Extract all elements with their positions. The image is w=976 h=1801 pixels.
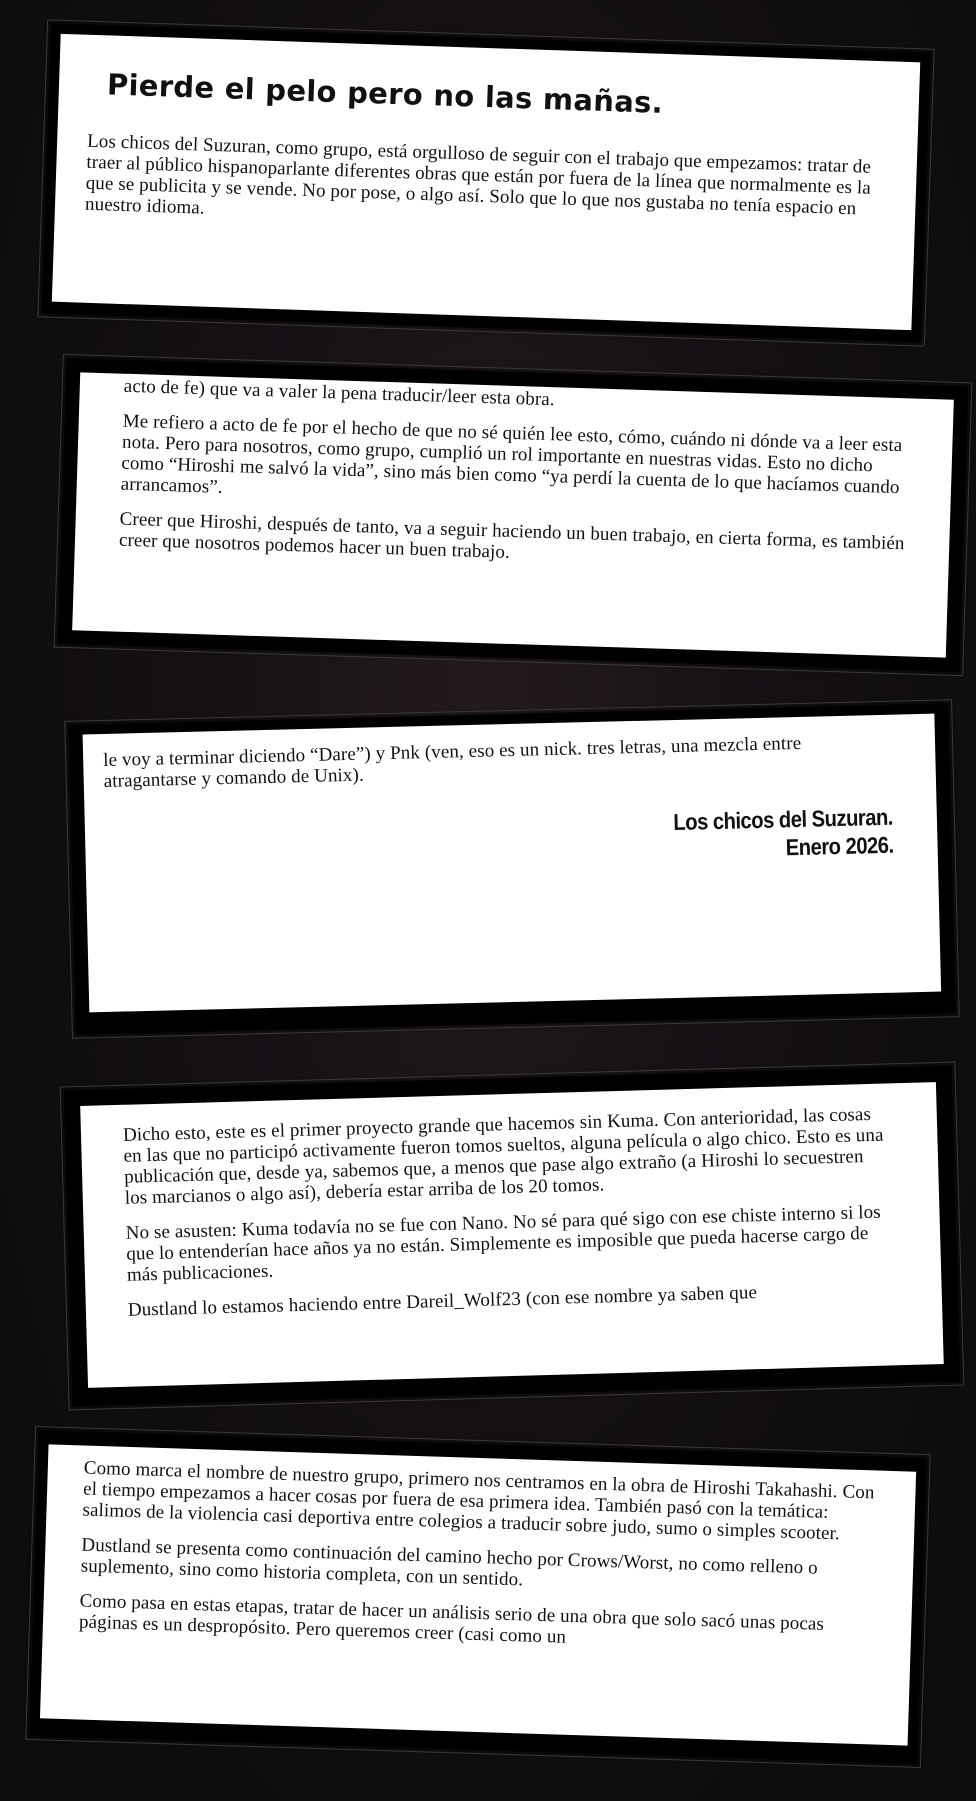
note-paragraph: Dicho esto, este es el primer proyecto grande que hacemos sin Kuma. Con anterioridad, las cosas en las que no participó activamente fueron tomos sueltos, alguna película o algo chico. Esto es una publicación que, desde ya, sabemos que, a menos que pase algo extraño (a Hiroshi lo secuestren los marcianos o algo así), debería estar arriba de los 20 tomos.	[122, 1103, 884, 1209]
note-paragraph: Dustland lo estamos haciendo entre Dareil_Wolf23 (con ese nombre ya saben que	[127, 1282, 758, 1321]
panel-1-paper	[52, 34, 920, 330]
panel-4-paper	[80, 1082, 944, 1388]
note-panel-5	[29, 1430, 926, 1764]
note-panel-3	[68, 703, 955, 1034]
panel-2-paper	[72, 372, 954, 657]
note-panel-2	[58, 358, 969, 672]
note-paragraph: Creer que Hiroshi, después de tanto, va a seguir haciendo un buen trabajo, en cierta forma, es también creer que nosotros podemos hacer un buen trabajo.	[118, 508, 905, 563]
note-paragraph: Dustland se presenta como continuación del camino hecho por Crows/Worst, no como relleno o suplemento, sino como historia completa, con un sentido.	[80, 1534, 819, 1591]
note-paragraph: Me refiero a acto de fe por el hecho de que no sé quién lee esto, cómo, cuándo ni dónde va a leer esta nota. Pero para nosotros, como grupo, cumplió un rol importante en nuestras vidas. Esto no dicho como “Hiroshi me salvó la vida”, sino más bien como “ya perdí la cuenta de lo que hacíamos cuando arrancamos”.	[120, 410, 903, 499]
signature-date: Enero 2026.	[785, 831, 894, 861]
note-panel-1	[41, 23, 930, 342]
note-paragraph: No se asusten: Kuma todavía no se fue con Nano. No sé para qué sigo con ese chiste interno si los que lo entenderían hace años ya no están. Simplemente es imposible que pueda hacerse cargo de más publicaciones.	[125, 1201, 882, 1286]
note-paragraph: Los chicos del Suzuran, como grupo, está orgulloso de seguir con el trabajo que empezamos: tratar de traer al público hispanoparlante diferentes obras que están por fuera de la línea que normalmente es la que se publicita y se vende. No por pose, o algo así. Solo que lo que nos gustaba no tenía espacio en nuestro idioma.	[84, 130, 872, 220]
note-paragraph: Como pasa en estas etapas, tratar de hacer un análisis serio de una obra que solo sacó unas pocas páginas es un despropósito. Pero queremos creer (casi como un	[78, 1590, 825, 1648]
note-paragraph: acto de fe) que va a valer la pena traducir/leer esta obra.	[123, 375, 556, 411]
note-title: Pierde el pelo pero no las mañas.	[106, 67, 664, 120]
panel-5-paper	[40, 1444, 916, 1745]
note-paragraph: Como marca el nombre de nuestro grupo, primero nos centramos en la obra de Hiroshi Takahashi. Con el tiempo empezamos a hacer cosas por fuera de esa primera idea. También pasó con la temática: salimos de la violencia casi deportiva entre colegios a traducir sobre judo, sumo o simples scooter.	[82, 1457, 875, 1545]
signature-line: Los chicos del Suzuran.	[673, 803, 894, 836]
note-paragraph: le voy a terminar diciendo “Dare”) y Pnk (ven, eso es un nick. tres letras, una mezcla entre atragantarse y comando de Unix).	[102, 732, 802, 792]
note-panel-4	[64, 1066, 960, 1407]
panel-3-paper	[83, 714, 942, 1013]
